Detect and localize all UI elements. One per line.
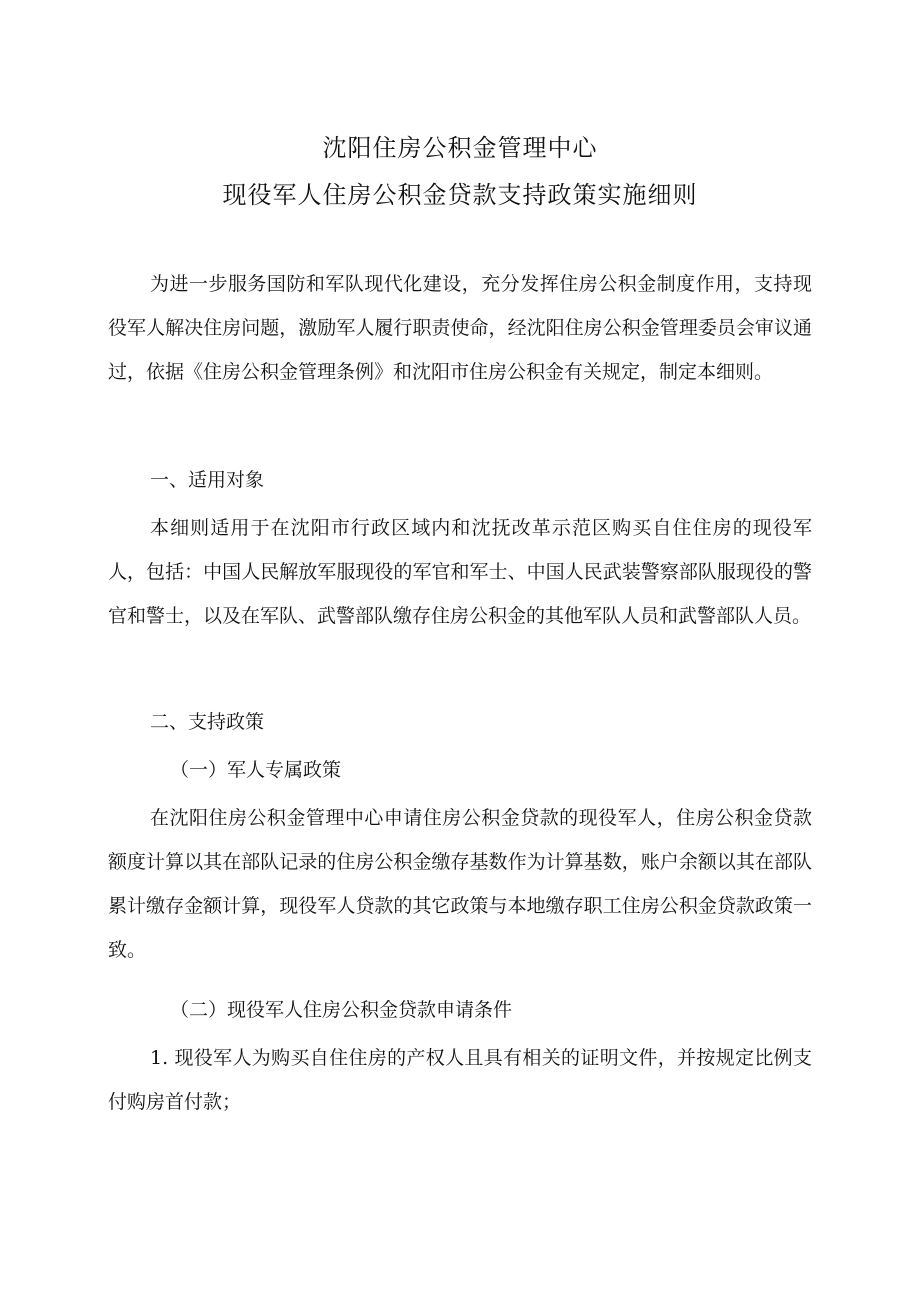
subsection-heading-1: （一）军人专属政策 — [170, 759, 342, 781]
section-heading-1: 一、适用对象 — [150, 469, 265, 491]
intro-paragraph: 为进一步服务国防和军队现代化建设，充分发挥住房公积金制度作用，支持现役军人解决住房问题，激励军人履行职责使命，经沈阳住房公积金管理委员会审议通过，依据《住房公积金管理条例》和沈阳市住房公积金有关规定，制定本细则。 — [108, 273, 812, 383]
subsection-heading-2: （二）现役军人住房公积金贷款申请条件 — [170, 999, 513, 1021]
policy-paragraph: 在沈阳住房公积金管理中心申请住房公积金贷款的现役军人，住房公积金贷款额度计算以其在部队记录的住房公积金缴存基数作为计算基数，账户余额以其在部队累计缴存金额计算，现役军人贷款的其它政策与本地缴存职工住房公积金贷款政策一致。 — [108, 807, 812, 961]
section-heading-2: 二、支持政策 — [150, 711, 265, 733]
condition-item-1: 1. 现役军人为购买自住住房的产权人且具有相关的证明文件，并按规定比例支付购房首付款； — [108, 1047, 812, 1113]
document-title-line-1: 沈阳住房公积金管理中心 — [322, 134, 598, 162]
scope-paragraph: 本细则适用于在沈阳市行政区域内和沈抚改革示范区购买自住住房的现役军人，包括：中国人民解放军服现役的军官和军士、中国人民武装警察部队服现役的警官和警士，以及在军队、武警部队缴存住房公积金的其他军队人员和武警部队人员。 — [108, 517, 812, 627]
document-title-line-2: 现役军人住房公积金贷款支持政策实施细则 — [222, 181, 698, 209]
